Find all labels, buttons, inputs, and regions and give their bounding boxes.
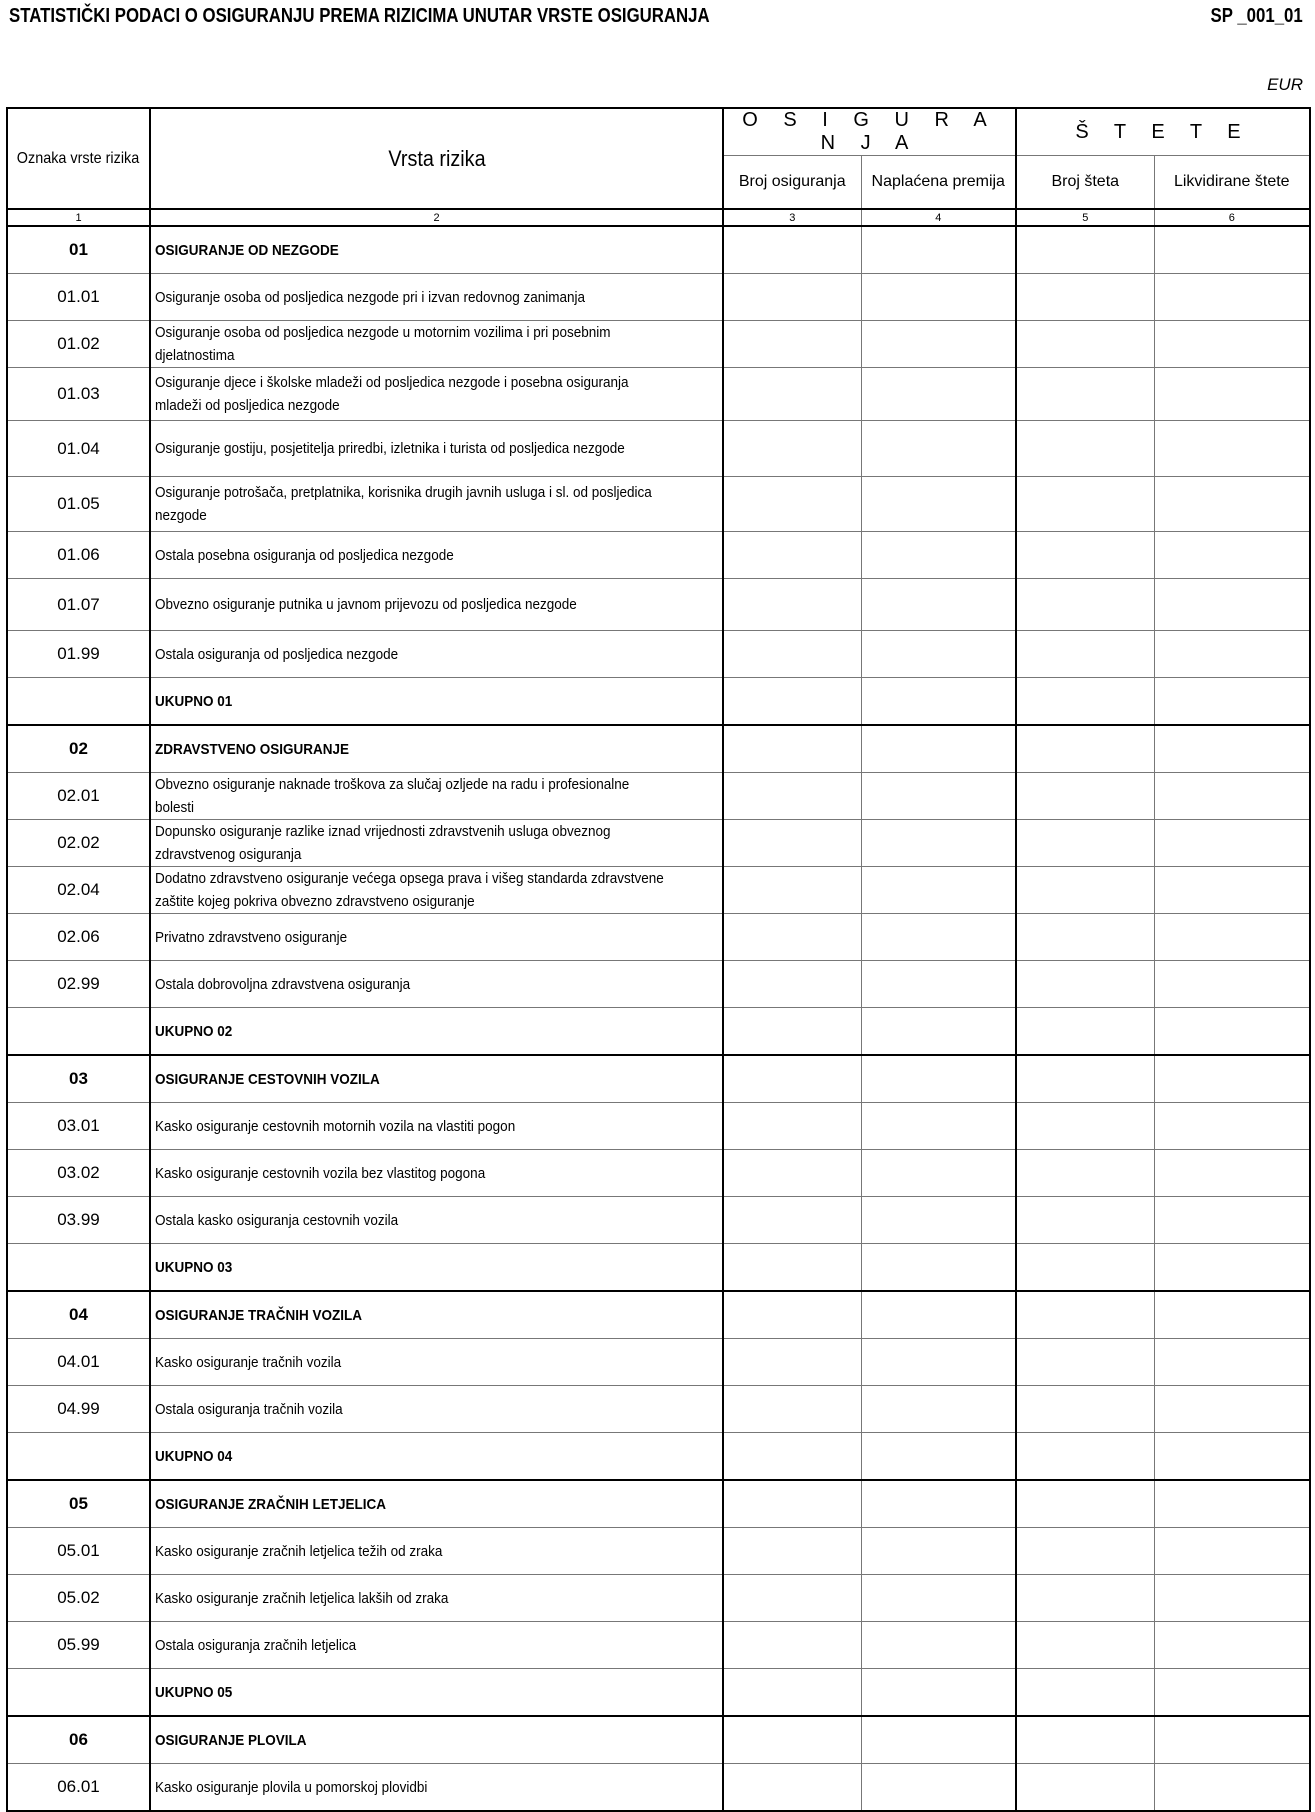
risk-description: Osiguranje osoba od posljedica nezgode pri i izvan redovnog zanimanja bbox=[155, 288, 586, 306]
risk-description-cell bbox=[150, 820, 723, 867]
naplacena-premija-cell[interactable] bbox=[861, 1386, 1016, 1433]
broj-osiguranja-cell[interactable] bbox=[723, 477, 861, 532]
naplacena-premija-cell[interactable] bbox=[861, 1764, 1016, 1812]
broj-osiguranja-cell[interactable] bbox=[723, 579, 861, 631]
naplacena-premija-cell[interactable] bbox=[861, 1669, 1016, 1717]
risk-description-cell bbox=[150, 1103, 723, 1150]
table-row bbox=[7, 1528, 1310, 1575]
risk-description-cell bbox=[150, 1433, 723, 1481]
risk-description-cell bbox=[150, 1197, 723, 1244]
likvidirane-stete-cell[interactable] bbox=[1154, 1480, 1310, 1528]
broj-osiguranja-cell[interactable] bbox=[723, 1622, 861, 1669]
risk-description: Osiguranje gostiju, posjetitelja priredbi, izletnika i turista od posljedica nezgode bbox=[155, 440, 625, 457]
table-row bbox=[7, 532, 1310, 579]
column-number: 4 bbox=[861, 209, 1016, 226]
risk-code: 05 bbox=[7, 1480, 150, 1528]
broj-osiguranja-cell[interactable] bbox=[723, 1386, 861, 1433]
risk-description: Ostala osiguranja tračnih vozila bbox=[155, 1400, 343, 1418]
table-row bbox=[7, 1150, 1310, 1197]
broj-steta-cell[interactable] bbox=[1016, 1244, 1154, 1292]
risk-code: 03 bbox=[7, 1055, 150, 1103]
broj-osiguranja-cell[interactable] bbox=[723, 532, 861, 579]
col-header-broj-steta: Broj šteta bbox=[1016, 156, 1154, 210]
risk-description: UKUPNO 04 bbox=[155, 1447, 233, 1465]
table-row bbox=[7, 773, 1310, 820]
risk-description: Osiguranje potrošača, pretplatnika, korisnika drugih javnih usluga i sl. od posljedica nezgode bbox=[155, 484, 652, 524]
risk-description: UKUPNO 03 bbox=[155, 1258, 233, 1276]
broj-osiguranja-cell[interactable] bbox=[723, 1339, 861, 1386]
naplacena-premija-cell[interactable] bbox=[861, 1244, 1016, 1292]
risk-code: 03.01 bbox=[7, 1103, 150, 1150]
risk-code: 06 bbox=[7, 1716, 150, 1764]
broj-osiguranja-cell[interactable] bbox=[723, 1528, 861, 1575]
broj-steta-cell[interactable] bbox=[1016, 1669, 1154, 1717]
broj-osiguranja-cell[interactable] bbox=[723, 1055, 861, 1103]
risk-code: 01 bbox=[7, 226, 150, 274]
risk-description-cell bbox=[150, 421, 723, 477]
likvidirane-stete-cell[interactable] bbox=[1154, 914, 1310, 961]
naplacena-premija-cell[interactable] bbox=[861, 820, 1016, 867]
naplacena-premija-cell[interactable] bbox=[861, 678, 1016, 726]
broj-osiguranja-cell[interactable] bbox=[723, 1103, 861, 1150]
likvidirane-stete-cell[interactable] bbox=[1154, 1764, 1310, 1812]
risk-description: Obvezno osiguranje naknade troškova za slučaj ozljede na radu i profesionalne bolesti bbox=[155, 776, 630, 816]
broj-osiguranja-cell[interactable] bbox=[723, 914, 861, 961]
risk-description: Dodatno zdravstveno osiguranje većega opsega prava i višeg standarda zdravstvene zaštite kojeg pokriva obvezno zdravstveno osiguranje bbox=[155, 870, 664, 910]
broj-steta-cell[interactable] bbox=[1016, 368, 1154, 421]
table-row bbox=[7, 477, 1310, 532]
risk-description: Dopunsko osiguranje razlike iznad vrijednosti zdravstvenih usluga obveznog zdravstvenog osiguranja bbox=[155, 823, 611, 863]
broj-steta-cell[interactable] bbox=[1016, 1716, 1154, 1764]
broj-osiguranja-cell[interactable] bbox=[723, 226, 861, 274]
risk-description: Ostala dobrovoljna zdravstvena osiguranja bbox=[155, 975, 411, 993]
risk-description: Ostala posebna osiguranja od posljedica nezgode bbox=[155, 546, 454, 564]
risk-description-cell bbox=[150, 1150, 723, 1197]
broj-steta-cell[interactable] bbox=[1016, 1480, 1154, 1528]
broj-steta-cell[interactable] bbox=[1016, 1528, 1154, 1575]
likvidirane-stete-cell[interactable] bbox=[1154, 421, 1310, 477]
likvidirane-stete-cell[interactable] bbox=[1154, 1008, 1310, 1056]
broj-steta-cell[interactable] bbox=[1016, 1150, 1154, 1197]
risk-description-cell bbox=[150, 1339, 723, 1386]
likvidirane-stete-cell[interactable] bbox=[1154, 773, 1310, 820]
likvidirane-stete-cell[interactable] bbox=[1154, 867, 1310, 914]
broj-steta-cell[interactable] bbox=[1016, 867, 1154, 914]
risk-description: Kasko osiguranje plovila u pomorskoj plovidbi bbox=[155, 1778, 428, 1796]
group-header-stete: Š T E T E bbox=[1016, 108, 1310, 156]
likvidirane-stete-cell[interactable] bbox=[1154, 321, 1310, 368]
broj-steta-cell[interactable] bbox=[1016, 226, 1154, 274]
report-title: STATISTIČKI PODACI O OSIGURANJU PREMA RIZICIMA UNUTAR VRSTE OSIGURANJA bbox=[9, 5, 710, 27]
risk-code: 02.04 bbox=[7, 867, 150, 914]
likvidirane-stete-cell[interactable] bbox=[1154, 631, 1310, 678]
risk-description-cell bbox=[150, 1244, 723, 1292]
risk-description-cell bbox=[150, 1480, 723, 1528]
likvidirane-stete-cell[interactable] bbox=[1154, 1622, 1310, 1669]
risk-description-cell bbox=[150, 631, 723, 678]
risk-description: Privatno zdravstveno osiguranje bbox=[155, 928, 348, 946]
risk-description: ZDRAVSTVENO OSIGURANJE bbox=[155, 740, 350, 758]
group-header-osiguranja: O S I G U R A N J A bbox=[723, 108, 1016, 156]
risk-description-cell bbox=[150, 1291, 723, 1339]
broj-steta-cell[interactable] bbox=[1016, 421, 1154, 477]
table-row bbox=[7, 274, 1310, 321]
table-row bbox=[7, 820, 1310, 867]
risk-description-cell bbox=[150, 914, 723, 961]
broj-steta-cell[interactable] bbox=[1016, 961, 1154, 1008]
table-total-row bbox=[7, 1008, 1310, 1056]
risk-code bbox=[7, 1008, 150, 1056]
table-section-row bbox=[7, 725, 1310, 773]
likvidirane-stete-cell[interactable] bbox=[1154, 1244, 1310, 1292]
risk-description: OSIGURANJE OD NEZGODE bbox=[155, 241, 339, 259]
broj-osiguranja-cell[interactable] bbox=[723, 1480, 861, 1528]
naplacena-premija-cell[interactable] bbox=[861, 421, 1016, 477]
risk-code: 02.01 bbox=[7, 773, 150, 820]
risk-description: Osiguranje osoba od posljedica nezgode u motornim vozilima i pri posebnim djelatnostima bbox=[155, 324, 611, 364]
naplacena-premija-cell[interactable] bbox=[861, 867, 1016, 914]
naplacena-premija-cell[interactable] bbox=[861, 1339, 1016, 1386]
broj-steta-cell[interactable] bbox=[1016, 678, 1154, 726]
risk-description: UKUPNO 01 bbox=[155, 692, 233, 710]
table-row bbox=[7, 914, 1310, 961]
risk-code: 01.02 bbox=[7, 321, 150, 368]
likvidirane-stete-cell[interactable] bbox=[1154, 1386, 1310, 1433]
naplacena-premija-cell[interactable] bbox=[861, 725, 1016, 773]
risk-description: OSIGURANJE TRAČNIH VOZILA bbox=[155, 1306, 363, 1324]
risk-description: Osiguranje djece i školske mladeži od posljedica nezgode i posebna osiguranja mladeži od posljedica nezgode bbox=[155, 374, 629, 414]
form-code: SP _001_01 bbox=[1210, 5, 1303, 27]
risk-description: Obvezno osiguranje putnika u javnom prijevozu od posljedica nezgode bbox=[155, 596, 577, 613]
naplacena-premija-cell[interactable] bbox=[861, 961, 1016, 1008]
broj-osiguranja-cell[interactable] bbox=[723, 961, 861, 1008]
likvidirane-stete-cell[interactable] bbox=[1154, 368, 1310, 421]
likvidirane-stete-cell[interactable] bbox=[1154, 477, 1310, 532]
broj-steta-cell[interactable] bbox=[1016, 1433, 1154, 1481]
col-header-vrsta: Vrsta rizika bbox=[150, 108, 723, 209]
table-row bbox=[7, 631, 1310, 678]
broj-steta-cell[interactable] bbox=[1016, 1103, 1154, 1150]
table-row bbox=[7, 1386, 1310, 1433]
risk-description: Kasko osiguranje tračnih vozila bbox=[155, 1353, 342, 1371]
likvidirane-stete-cell[interactable] bbox=[1154, 1433, 1310, 1481]
risk-description-cell bbox=[150, 368, 723, 421]
risk-description: UKUPNO 05 bbox=[155, 1683, 233, 1701]
broj-steta-cell[interactable] bbox=[1016, 1386, 1154, 1433]
insurance-statistics-table bbox=[6, 107, 1311, 1812]
risk-description: OSIGURANJE CESTOVNIH VOZILA bbox=[155, 1070, 380, 1088]
broj-osiguranja-cell[interactable] bbox=[723, 274, 861, 321]
likvidirane-stete-cell[interactable] bbox=[1154, 1197, 1310, 1244]
broj-osiguranja-cell[interactable] bbox=[723, 1197, 861, 1244]
risk-description: OSIGURANJE ZRAČNIH LETJELICA bbox=[155, 1495, 387, 1513]
likvidirane-stete-cell[interactable] bbox=[1154, 579, 1310, 631]
table-row bbox=[7, 321, 1310, 368]
column-number: 1 bbox=[7, 209, 150, 226]
risk-description-cell bbox=[150, 1055, 723, 1103]
risk-description-cell bbox=[150, 1622, 723, 1669]
column-number: 5 bbox=[1016, 209, 1154, 226]
naplacena-premija-cell[interactable] bbox=[861, 1055, 1016, 1103]
col-header-naplacena-premija: Naplaćena premija bbox=[861, 156, 1016, 210]
risk-description-cell bbox=[150, 579, 723, 631]
broj-steta-cell[interactable] bbox=[1016, 1197, 1154, 1244]
column-number: 3 bbox=[723, 209, 861, 226]
risk-code: 01.99 bbox=[7, 631, 150, 678]
risk-code: 03.02 bbox=[7, 1150, 150, 1197]
broj-steta-cell[interactable] bbox=[1016, 321, 1154, 368]
table-row bbox=[7, 579, 1310, 631]
risk-code: 05.02 bbox=[7, 1575, 150, 1622]
naplacena-premija-cell[interactable] bbox=[861, 1291, 1016, 1339]
broj-osiguranja-cell[interactable] bbox=[723, 321, 861, 368]
risk-description-cell bbox=[150, 532, 723, 579]
likvidirane-stete-cell[interactable] bbox=[1154, 1291, 1310, 1339]
broj-osiguranja-cell[interactable] bbox=[723, 1150, 861, 1197]
naplacena-premija-cell[interactable] bbox=[861, 914, 1016, 961]
naplacena-premija-cell[interactable] bbox=[861, 477, 1016, 532]
broj-steta-cell[interactable] bbox=[1016, 1055, 1154, 1103]
table-row bbox=[7, 1339, 1310, 1386]
risk-description-cell bbox=[150, 725, 723, 773]
broj-steta-cell[interactable] bbox=[1016, 1622, 1154, 1669]
table-section-row bbox=[7, 1055, 1310, 1103]
currency-label: EUR bbox=[1267, 75, 1303, 94]
column-number: 6 bbox=[1154, 209, 1310, 226]
risk-description: UKUPNO 02 bbox=[155, 1022, 233, 1040]
risk-description-cell bbox=[150, 1764, 723, 1812]
risk-description-cell bbox=[150, 961, 723, 1008]
broj-osiguranja-cell[interactable] bbox=[723, 725, 861, 773]
table-total-row bbox=[7, 1433, 1310, 1481]
risk-code: 01.01 bbox=[7, 274, 150, 321]
risk-code: 03.99 bbox=[7, 1197, 150, 1244]
risk-description: OSIGURANJE PLOVILA bbox=[155, 1731, 307, 1749]
risk-description-cell bbox=[150, 1669, 723, 1717]
naplacena-premija-cell[interactable] bbox=[861, 226, 1016, 274]
broj-osiguranja-cell[interactable] bbox=[723, 1716, 861, 1764]
table-row bbox=[7, 867, 1310, 914]
risk-code bbox=[7, 1433, 150, 1481]
table-section-row bbox=[7, 1291, 1310, 1339]
risk-code: 01.07 bbox=[7, 579, 150, 631]
likvidirane-stete-cell[interactable] bbox=[1154, 532, 1310, 579]
risk-description-cell bbox=[150, 321, 723, 368]
column-number-row bbox=[7, 209, 1310, 226]
risk-description-cell bbox=[150, 477, 723, 532]
table-section-row bbox=[7, 1480, 1310, 1528]
naplacena-premija-cell[interactable] bbox=[861, 631, 1016, 678]
naplacena-premija-cell[interactable] bbox=[861, 1622, 1016, 1669]
likvidirane-stete-cell[interactable] bbox=[1154, 274, 1310, 321]
likvidirane-stete-cell[interactable] bbox=[1154, 820, 1310, 867]
table-row bbox=[7, 1197, 1310, 1244]
risk-description: Kasko osiguranje cestovnih vozila bez vlastitog pogona bbox=[155, 1164, 486, 1182]
likvidirane-stete-cell[interactable] bbox=[1154, 1528, 1310, 1575]
risk-code: 02 bbox=[7, 725, 150, 773]
naplacena-premija-cell[interactable] bbox=[861, 1197, 1016, 1244]
risk-description: Kasko osiguranje zračnih letjelica lakših od zraka bbox=[155, 1589, 449, 1607]
table-section-row bbox=[7, 226, 1310, 274]
naplacena-premija-cell[interactable] bbox=[861, 274, 1016, 321]
broj-osiguranja-cell[interactable] bbox=[723, 678, 861, 726]
likvidirane-stete-cell[interactable] bbox=[1154, 1055, 1310, 1103]
broj-osiguranja-cell[interactable] bbox=[723, 421, 861, 477]
risk-code: 04 bbox=[7, 1291, 150, 1339]
table-row bbox=[7, 961, 1310, 1008]
broj-osiguranja-cell[interactable] bbox=[723, 773, 861, 820]
broj-steta-cell[interactable] bbox=[1016, 1575, 1154, 1622]
likvidirane-stete-cell[interactable] bbox=[1154, 1716, 1310, 1764]
table-row bbox=[7, 1575, 1310, 1622]
naplacena-premija-cell[interactable] bbox=[861, 1150, 1016, 1197]
naplacena-premija-cell[interactable] bbox=[861, 1716, 1016, 1764]
likvidirane-stete-cell[interactable] bbox=[1154, 725, 1310, 773]
broj-osiguranja-cell[interactable] bbox=[723, 1244, 861, 1292]
broj-steta-cell[interactable] bbox=[1016, 1008, 1154, 1056]
broj-osiguranja-cell[interactable] bbox=[723, 1764, 861, 1812]
risk-description-cell bbox=[150, 678, 723, 726]
risk-code bbox=[7, 678, 150, 726]
risk-description-cell bbox=[150, 867, 723, 914]
broj-steta-cell[interactable] bbox=[1016, 773, 1154, 820]
risk-code: 04.99 bbox=[7, 1386, 150, 1433]
col-header-likvidirane-stete: Likvidirane štete bbox=[1154, 156, 1310, 210]
table-total-row bbox=[7, 1669, 1310, 1717]
naplacena-premija-cell[interactable] bbox=[861, 1103, 1016, 1150]
naplacena-premija-cell[interactable] bbox=[861, 1575, 1016, 1622]
risk-description: Ostala osiguranja zračnih letjelica bbox=[155, 1636, 357, 1654]
likvidirane-stete-cell[interactable] bbox=[1154, 1669, 1310, 1717]
risk-description-cell bbox=[150, 773, 723, 820]
risk-description: Ostala kasko osiguranja cestovnih vozila bbox=[155, 1211, 399, 1229]
broj-steta-cell[interactable] bbox=[1016, 914, 1154, 961]
broj-steta-cell[interactable] bbox=[1016, 725, 1154, 773]
broj-steta-cell[interactable] bbox=[1016, 1339, 1154, 1386]
broj-steta-cell[interactable] bbox=[1016, 532, 1154, 579]
column-number: 2 bbox=[150, 209, 723, 226]
broj-osiguranja-cell[interactable] bbox=[723, 631, 861, 678]
likvidirane-stete-cell[interactable] bbox=[1154, 226, 1310, 274]
risk-code: 01.06 bbox=[7, 532, 150, 579]
risk-code: 01.03 bbox=[7, 368, 150, 421]
table-row bbox=[7, 421, 1310, 477]
risk-code: 02.99 bbox=[7, 961, 150, 1008]
broj-steta-cell[interactable] bbox=[1016, 1764, 1154, 1812]
risk-code: 04.01 bbox=[7, 1339, 150, 1386]
risk-description: Ostala osiguranja od posljedica nezgode bbox=[155, 645, 399, 663]
broj-steta-cell[interactable] bbox=[1016, 477, 1154, 532]
risk-description-cell bbox=[150, 226, 723, 274]
risk-code: 01.04 bbox=[7, 421, 150, 477]
risk-description-cell bbox=[150, 1716, 723, 1764]
col-header-oznaka: Oznaka vrste rizika bbox=[7, 108, 150, 209]
broj-osiguranja-cell[interactable] bbox=[723, 1291, 861, 1339]
risk-description-cell bbox=[150, 1575, 723, 1622]
risk-code: 02.06 bbox=[7, 914, 150, 961]
broj-osiguranja-cell[interactable] bbox=[723, 820, 861, 867]
likvidirane-stete-cell[interactable] bbox=[1154, 1150, 1310, 1197]
risk-description-cell bbox=[150, 1386, 723, 1433]
risk-code bbox=[7, 1669, 150, 1717]
likvidirane-stete-cell[interactable] bbox=[1154, 1339, 1310, 1386]
naplacena-premija-cell[interactable] bbox=[861, 1528, 1016, 1575]
table-row bbox=[7, 1103, 1310, 1150]
table-row bbox=[7, 1622, 1310, 1669]
broj-osiguranja-cell[interactable] bbox=[723, 1433, 861, 1481]
risk-code: 06.01 bbox=[7, 1764, 150, 1812]
col-header-broj-osiguranja: Broj osiguranja bbox=[723, 156, 861, 210]
risk-code bbox=[7, 1244, 150, 1292]
naplacena-premija-cell[interactable] bbox=[861, 368, 1016, 421]
naplacena-premija-cell[interactable] bbox=[861, 1480, 1016, 1528]
naplacena-premija-cell[interactable] bbox=[861, 321, 1016, 368]
broj-steta-cell[interactable] bbox=[1016, 1291, 1154, 1339]
naplacena-premija-cell[interactable] bbox=[861, 1008, 1016, 1056]
risk-code: 05.01 bbox=[7, 1528, 150, 1575]
broj-osiguranja-cell[interactable] bbox=[723, 1575, 861, 1622]
risk-description-cell bbox=[150, 1008, 723, 1056]
likvidirane-stete-cell[interactable] bbox=[1154, 678, 1310, 726]
table-total-row bbox=[7, 1244, 1310, 1292]
broj-steta-cell[interactable] bbox=[1016, 274, 1154, 321]
broj-steta-cell[interactable] bbox=[1016, 579, 1154, 631]
risk-code: 02.02 bbox=[7, 820, 150, 867]
likvidirane-stete-cell[interactable] bbox=[1154, 961, 1310, 1008]
table-total-row bbox=[7, 678, 1310, 726]
broj-steta-cell[interactable] bbox=[1016, 820, 1154, 867]
naplacena-premija-cell[interactable] bbox=[861, 579, 1016, 631]
table-section-row bbox=[7, 1716, 1310, 1764]
broj-osiguranja-cell[interactable] bbox=[723, 1008, 861, 1056]
broj-osiguranja-cell[interactable] bbox=[723, 867, 861, 914]
broj-steta-cell[interactable] bbox=[1016, 631, 1154, 678]
risk-description: Kasko osiguranje cestovnih motornih vozila na vlastiti pogon bbox=[155, 1117, 516, 1135]
risk-code: 01.05 bbox=[7, 477, 150, 532]
broj-osiguranja-cell[interactable] bbox=[723, 368, 861, 421]
naplacena-premija-cell[interactable] bbox=[861, 1433, 1016, 1481]
naplacena-premija-cell[interactable] bbox=[861, 773, 1016, 820]
broj-osiguranja-cell[interactable] bbox=[723, 1669, 861, 1717]
naplacena-premija-cell[interactable] bbox=[861, 532, 1016, 579]
risk-code: 05.99 bbox=[7, 1622, 150, 1669]
risk-description: Kasko osiguranje zračnih letjelica težih od zraka bbox=[155, 1542, 443, 1560]
likvidirane-stete-cell[interactable] bbox=[1154, 1575, 1310, 1622]
risk-description-cell bbox=[150, 1528, 723, 1575]
likvidirane-stete-cell[interactable] bbox=[1154, 1103, 1310, 1150]
table-row bbox=[7, 1764, 1310, 1812]
risk-description-cell bbox=[150, 274, 723, 321]
table-row bbox=[7, 368, 1310, 421]
